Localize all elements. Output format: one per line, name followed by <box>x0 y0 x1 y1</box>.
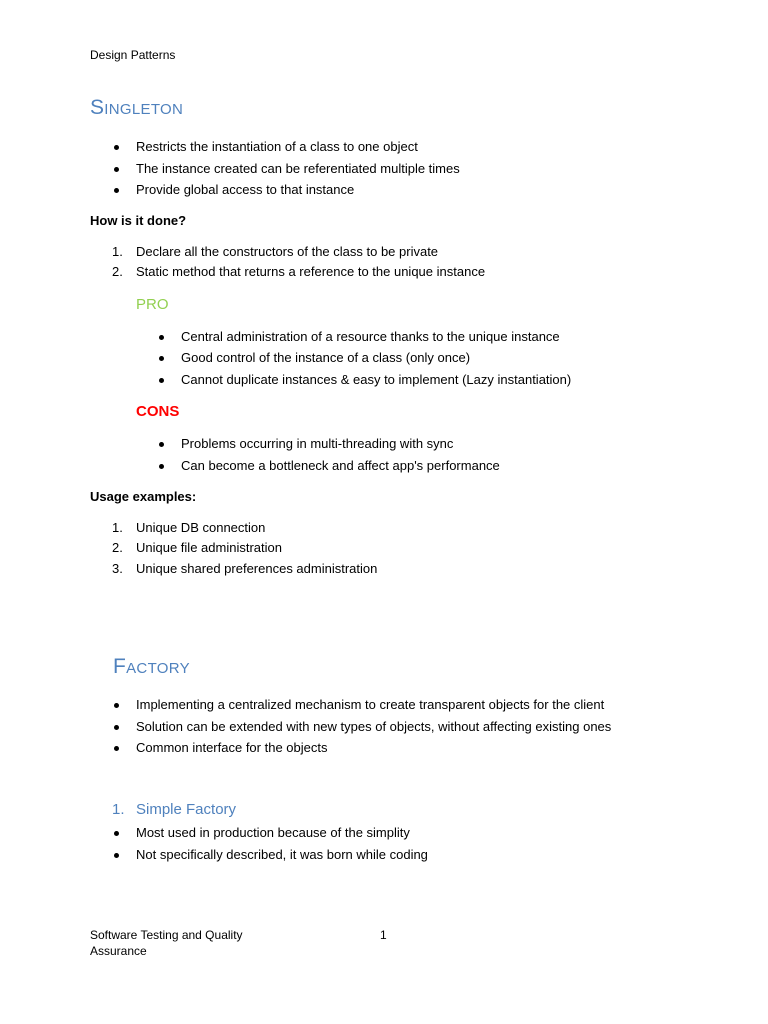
how-label: How is it done? <box>90 213 187 228</box>
bullet-icon <box>114 853 119 858</box>
list-item: Most used in production because of the simplity <box>136 825 410 840</box>
singleton-heading: Singleton <box>90 96 184 119</box>
footer-line-2: Assurance <box>90 944 147 958</box>
bullet-icon <box>114 145 119 150</box>
bullet-icon <box>114 831 119 836</box>
list-item: Not specifically described, it was born while coding <box>136 847 428 862</box>
bullet-icon <box>159 442 164 447</box>
list-item: Good control of the instance of a class (only once) <box>181 350 471 365</box>
list-item: Central administration of a resource thanks to the unique instance <box>181 329 560 344</box>
bullet-icon <box>114 703 119 708</box>
bullet-icon <box>114 167 119 172</box>
list-item: Common interface for the objects <box>136 740 328 755</box>
cons-heading: CONS <box>136 403 180 420</box>
list-number: 1. <box>112 520 123 535</box>
list-item: Restricts the instantiation of a class to one object <box>136 139 418 154</box>
list-item: Implementing a centralized mechanism to create transparent objects for the client <box>136 697 605 712</box>
list-item: Solution can be extended with new types of objects, without affecting existing ones <box>136 719 612 734</box>
bullet-icon <box>114 188 119 193</box>
simple-factory-number: 1. <box>112 801 125 818</box>
list-item: Provide global access to that instance <box>136 182 355 197</box>
list-item: Unique shared preferences administration <box>136 561 378 576</box>
footer-title <box>90 927 243 959</box>
list-item: The instance created can be referentiated multiple times <box>136 161 460 176</box>
list-number: 3. <box>112 561 123 576</box>
bullet-icon <box>159 356 164 361</box>
bullet-icon <box>159 335 164 340</box>
list-item: Static method that returns a reference to the unique instance <box>136 264 486 279</box>
bullet-icon <box>114 725 119 730</box>
simple-factory-heading: Simple Factory <box>136 801 237 818</box>
usage-label: Usage examples: <box>90 489 197 504</box>
bullet-icon <box>159 464 164 469</box>
list-item: Can become a bottleneck and affect app's performance <box>181 458 500 473</box>
list-number: 2. <box>112 540 123 555</box>
bullet-icon <box>159 378 164 383</box>
list-number: 2. <box>112 264 123 279</box>
page-number: 1 <box>380 928 387 942</box>
list-item: Problems occurring in multi-threading with sync <box>181 436 454 451</box>
document-header: Design Patterns <box>90 48 176 62</box>
list-item: Declare all the constructors of the class to be private <box>136 244 439 259</box>
list-item: Unique file administration <box>136 540 282 555</box>
bullet-icon <box>114 746 119 751</box>
list-number: 1. <box>112 244 123 259</box>
list-item: Unique DB connection <box>136 520 266 535</box>
factory-heading: Factory <box>113 655 190 678</box>
list-item: Cannot duplicate instances & easy to implement (Lazy instantiation) <box>181 372 572 387</box>
pro-heading: PRO <box>136 296 169 313</box>
footer-line-1: Software Testing and Quality <box>90 928 243 942</box>
